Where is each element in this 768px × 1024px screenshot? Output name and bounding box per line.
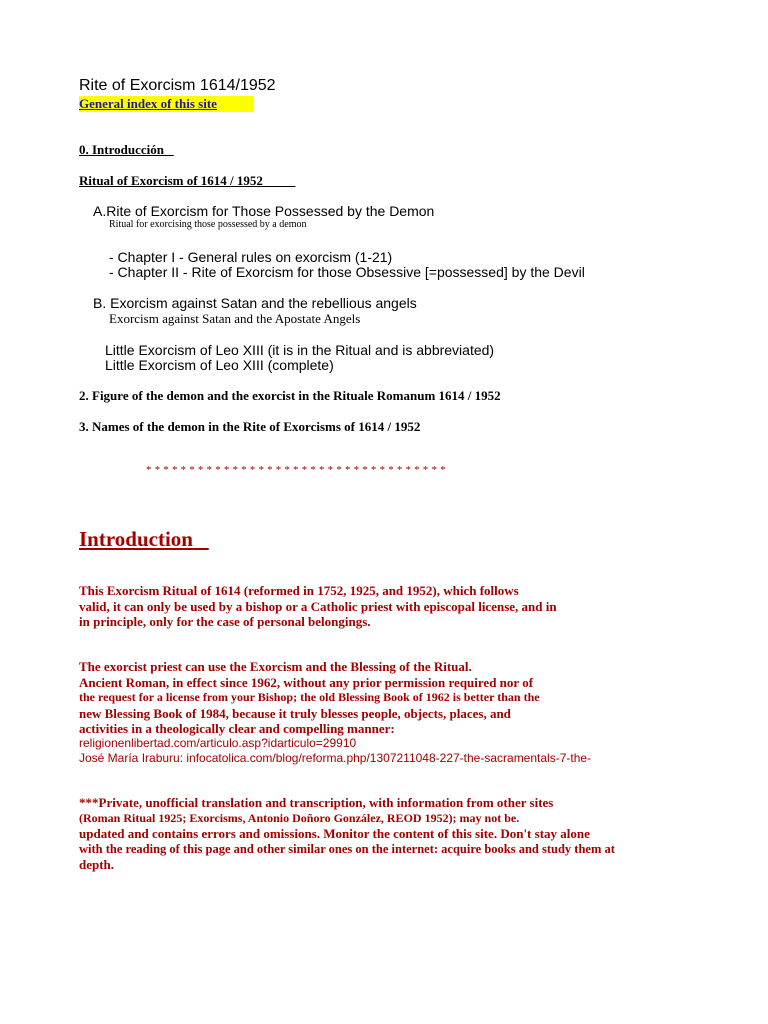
introduction-heading-text: Introduction — [79, 527, 193, 551]
toc-chapter-1-link[interactable]: - Chapter I - General rules on exorcism (1-21) — [109, 249, 393, 265]
intro-p3-line: with the reading of this page and other similar ones on the internet: acquire books and study them at — [79, 841, 615, 856]
toc-item-2-link[interactable]: 2. Figure of the demon and the exorcist in the Rituale Romanum 1614 / 1952 — [79, 388, 501, 403]
intro-p1-line: valid, it can only be used by a bishop or a Catholic priest with episcopal license, and in — [79, 598, 557, 614]
toc-chapter-2-link[interactable]: - Chapter II - Rite of Exorcism for those Obsessive [=possessed] by the Devil — [109, 264, 585, 280]
intro-p2-line: the request for a license from your Bishop; the old Blessing Book of 1962 is better than the — [79, 690, 540, 704]
page-title: Rite of Exorcism 1614/1952 — [79, 77, 276, 94]
intro-paragraph-2 — [79, 659, 540, 737]
toc-ritual-heading-label[interactable]: Ritual of Exorcism of 1614 / 1952 — [79, 173, 263, 188]
general-index-link[interactable] — [79, 96, 254, 112]
toc-leo-complete-link[interactable]: Little Exorcism of Leo XIII (complete) — [105, 357, 334, 373]
intro-p3-line: updated and contains errors and omissions. Monitor the content of this site. Don't stay alone — [79, 826, 590, 841]
intro-p2-line: new Blessing Book of 1984, because it truly blesses people, objects, places, and — [79, 705, 511, 721]
toc-introduction-label[interactable]: 0. Introducción — [79, 142, 164, 157]
intro-p1-line: in principle, only for the case of personal belongings. — [79, 614, 371, 629]
intro-p1-line: This Exorcism Ritual of 1614 (reformed in 1752, 1925, and 1952), which follows — [79, 583, 519, 598]
toc-leo-abbreviated-link[interactable]: Little Exorcism of Leo XIII (it is in the Ritual and is abbreviated) — [105, 342, 495, 358]
intro-p2-line: Ancient Roman, in effect since 1962, without any prior permission required nor of — [79, 674, 534, 690]
intro-p3-line: depth. — [79, 857, 115, 872]
toc-section-a-link[interactable]: A.Rite of Exorcism for Those Possessed by the Demon — [93, 203, 435, 219]
toc-ritual-heading[interactable] — [79, 173, 295, 189]
intro-p2-line: activities in a theologically clear and compelling manner: — [79, 721, 395, 736]
intro-p2-line: The exorcist priest can use the Exorcism and the Blessing of the Ritual. — [79, 659, 472, 674]
intro-paragraph-1 — [79, 583, 557, 630]
intro-p3-line: ***Private, unofficial translation and transcription, with information from other sites — [79, 795, 554, 810]
intro-paragraph-3 — [79, 795, 615, 873]
general-index-link-label[interactable]: General index of this site — [79, 96, 254, 112]
toc-introduction-link[interactable] — [79, 142, 174, 158]
introduction-heading — [79, 527, 209, 552]
religionenlibertad-link[interactable]: religionenlibertad.com/articulo.asp?idarticulo=29910 — [79, 736, 357, 750]
intro-p3-line: (Roman Ritual 1925; Exorcisms, Antonio Doñoro González, REOD 1952); may not be. — [79, 810, 520, 825]
toc-section-b-subtitle: Exorcism against Satan and the Apostate Angels — [109, 311, 361, 326]
toc-section-b-link[interactable]: B. Exorcism against Satan and the rebellious angels — [93, 295, 417, 311]
toc-section-a-subtitle: Ritual for exorcising those possessed by a demon — [109, 219, 307, 230]
toc-item-3-link[interactable]: 3. Names of the demon in the Rite of Exorcisms of 1614 / 1952 — [79, 419, 421, 434]
infocatolica-link[interactable]: José María Iraburu: infocatolica.com/blog/reforma.php/1307211048-227-the-sacramentals-7-the- — [79, 751, 592, 765]
asterisk-separator: * * * * * * * * * * * * * * * * * * * * * * * * * * * * * * * * * * * — [146, 464, 446, 476]
